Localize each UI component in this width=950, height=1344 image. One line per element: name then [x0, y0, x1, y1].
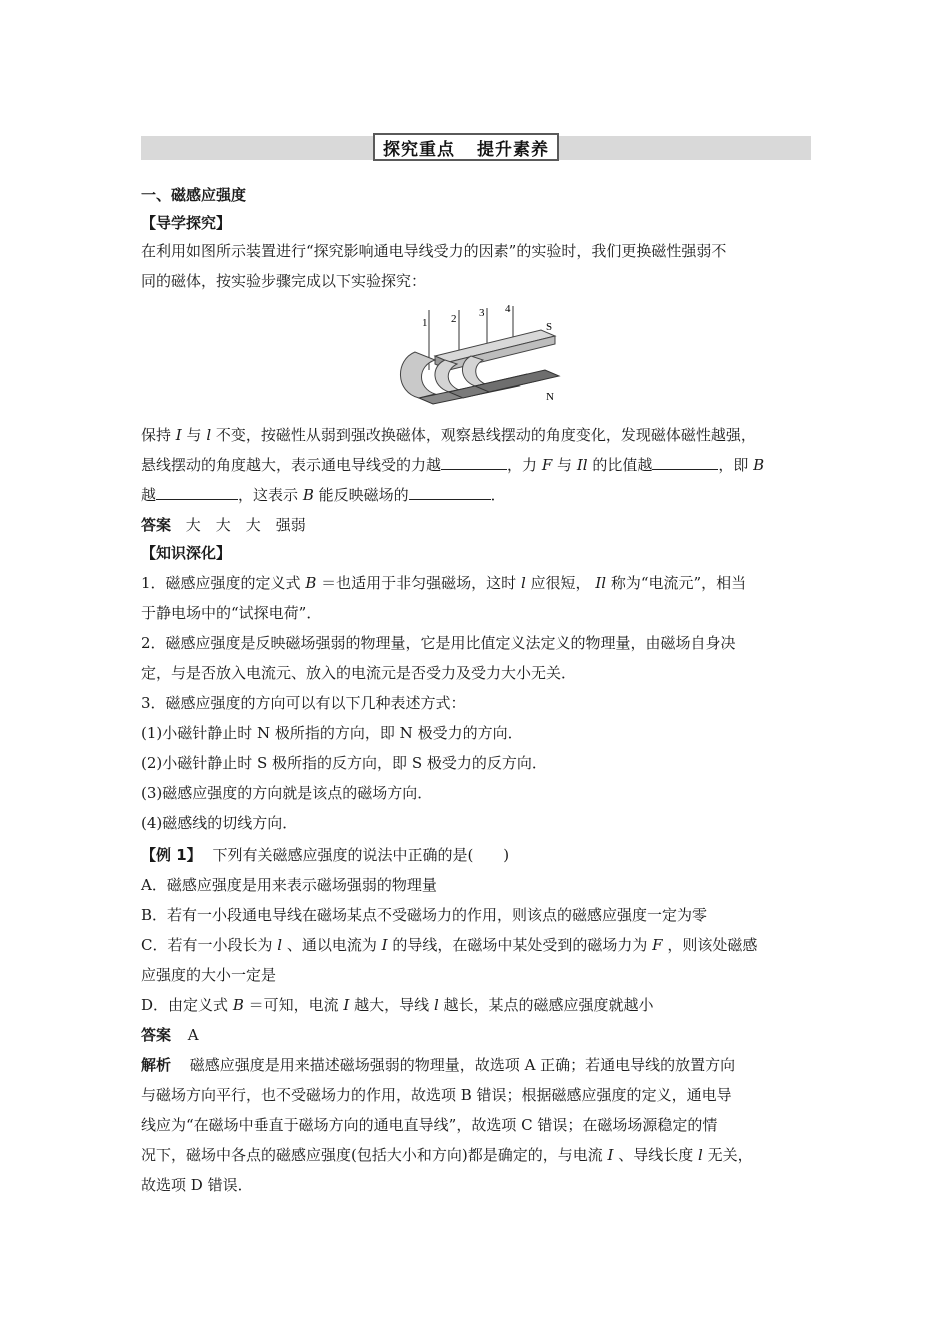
paragraph-text: 称为“电流元”，相当: [610, 574, 747, 592]
apparatus-figure: [395, 300, 575, 408]
option-text: C．若有一小段长为: [141, 936, 273, 954]
symbol-B: B: [305, 574, 317, 592]
answer-blank: [156, 484, 238, 500]
deepen-heading: 【知识深化】: [141, 544, 232, 562]
answer-text: 大 大 大 强弱: [185, 516, 306, 534]
deepen-item-1: (1)小磁针静止时 N 极所指的方向，即 N 极受力的方向．: [141, 724, 523, 742]
figure-label-2: 2: [451, 313, 457, 325]
question-text: 能反映磁场的: [318, 486, 409, 504]
question-text: 悬线摆动的角度越大，表示通电导线受的力越: [141, 456, 442, 474]
deepen-item-2: (2)小磁针静止时 S 极所指的反方向，即 S 极受力的反方向．: [141, 754, 547, 772]
option-text: 越大，导线: [354, 996, 430, 1014]
magnet-bend-2: [435, 360, 459, 392]
symbol-I: I: [175, 426, 182, 444]
answer-label: 答案: [141, 1026, 172, 1044]
question-text: ．: [490, 486, 506, 504]
magnet-bend-3: [462, 356, 485, 386]
question-line-1: [141, 424, 756, 446]
figure-label-n: N: [546, 391, 554, 403]
paragraph-text: 1．磁感应强度的定义式: [141, 574, 301, 592]
section-banner: [141, 136, 811, 160]
example-question: [141, 844, 509, 866]
analysis-text: 、导线长度: [618, 1146, 694, 1164]
symbol-Il: Il: [595, 574, 607, 592]
option-text: ＝可知，电流: [248, 996, 339, 1014]
example-question-text: 下列有关磁感应强度的说法中正确的是( ): [212, 846, 510, 864]
question-line-2: [141, 454, 764, 476]
answer-blank: [441, 454, 507, 470]
figure-label-3: 3: [479, 307, 485, 319]
analysis-label: 解析: [141, 1056, 172, 1074]
deepen-item-3: (3)磁感应强度的方向就是该点的磁场方向．: [141, 784, 433, 802]
banner-title-box: [373, 133, 559, 161]
option-d: [141, 994, 654, 1016]
banner-right-text: 提升素养: [477, 139, 549, 160]
symbol-F: F: [652, 936, 663, 954]
answer-blank: [652, 454, 718, 470]
option-b: B．若有一小段通电导线在磁场某点不受磁场力的作用，则该点的磁感应强度一定为零: [141, 906, 708, 924]
question-text: 保持: [141, 426, 172, 444]
bottom-magnet-3: [475, 370, 559, 392]
symbol-I: I: [607, 1146, 614, 1164]
analysis-line-1: [141, 1054, 735, 1076]
symbol-l: l: [433, 996, 439, 1014]
deepen-p2-line-2: 定，与是否放入电流元、放入的电流元是否受力及受力大小无关．: [141, 664, 577, 682]
symbol-B: B: [232, 996, 244, 1014]
analysis-line-4: [141, 1144, 753, 1166]
symbol-I: I: [381, 936, 388, 954]
example-tag: 【例 1】: [141, 846, 202, 864]
analysis-text: 磁感应强度是用来描述磁场强弱的物理量，故选项 A 正确；若通电导线的放置方向: [189, 1056, 736, 1074]
symbol-l: l: [277, 936, 283, 954]
symbol-F: F: [541, 456, 553, 474]
deepen-p3: 3．磁感应强度的方向可以有以下几种表述方式：: [141, 694, 466, 712]
analysis-line-2: 与磁场方向平行，也不受磁场力的作用，故选项 B 错误；根据磁感应强度的定义，通电导: [141, 1086, 732, 1104]
example-answer: [141, 1024, 199, 1046]
figure-label-s: S: [546, 321, 553, 333]
question-text: 不变，按磁性从弱到强改换磁体，观察悬线摆动的角度变化，发现磁体磁性越强，: [215, 426, 756, 444]
symbol-l: l: [698, 1146, 703, 1164]
answer-text: A: [187, 1026, 199, 1044]
guide-heading: 【导学探究】: [141, 214, 232, 232]
banner-left-text: 探究重点: [383, 139, 455, 160]
answer-label: 答案: [141, 516, 172, 534]
symbol-B: B: [753, 456, 765, 474]
guide-para-line-2: 同的磁体，按实验步骤完成以下实验探究：: [141, 272, 427, 290]
analysis-line-3: 线应为“在磁场中垂直于磁场方向的通电直导线”，故选项 C 错误；在磁场场源稳定的情: [141, 1116, 718, 1134]
deepen-p1-line-2: 于静电场中的“试探电荷”．: [141, 604, 322, 622]
figure-label-1: 1: [422, 317, 428, 329]
deepen-p2-line-1: 2．磁感应强度是反映磁场强弱的物理量，它是用比值定义法定义的物理量，由磁场自身决: [141, 634, 736, 652]
option-text: 越长，某点的磁感应强度就越小: [443, 996, 654, 1014]
analysis-text: 况下，磁场中各点的磁感应强度(包括大小和方向)都是确定的，与电流: [141, 1146, 603, 1164]
question-text: 的比值越: [592, 456, 653, 474]
guide-para-line-1: 在利用如图所示装置进行“探究影响通电导线受力的因素”的实验时，我们更换磁性强弱不: [141, 242, 727, 260]
deepen-p1-line-1: [141, 572, 746, 594]
symbol-l: l: [520, 574, 526, 592]
option-text: D．由定义式: [141, 996, 229, 1014]
option-c-line-1: [141, 934, 757, 956]
symbol-B: B: [302, 486, 314, 504]
option-c-line-2: 应强度的大小一定是: [141, 966, 277, 984]
option-text: 、通以电流为: [286, 936, 377, 954]
symbol-l: l: [206, 426, 212, 444]
deepen-item-4: (4)磁感线的切线方向．: [141, 814, 298, 832]
symbol-Il: Il: [576, 456, 588, 474]
question-text: 与: [557, 456, 573, 474]
question-text: 越: [141, 486, 157, 504]
question-text: 与: [186, 426, 202, 444]
section-title: 一、磁感应强度: [141, 186, 247, 204]
symbol-I: I: [343, 996, 350, 1014]
analysis-text: 无关，: [707, 1146, 753, 1164]
paragraph-text: ＝也适用于非匀强磁场，这时: [321, 574, 517, 592]
question-text: ，力: [507, 456, 538, 474]
option-text: ，则该处磁感: [667, 936, 758, 954]
guide-answer: [141, 514, 306, 536]
option-text: 的导线，在磁场中某处受到的磁场力为: [392, 936, 648, 954]
paragraph-text: 应很短，: [530, 574, 591, 592]
question-line-3: [141, 484, 506, 506]
question-text: ，即: [718, 456, 749, 474]
analysis-line-5: 故选项 D 错误．: [141, 1176, 253, 1194]
answer-blank: [409, 484, 491, 500]
question-text: ，这表示: [238, 486, 299, 504]
option-a: A．磁感应强度是用来表示磁场强弱的物理量: [141, 876, 437, 894]
figure-label-4: 4: [505, 303, 511, 315]
magnet-bend-1: [400, 352, 435, 398]
